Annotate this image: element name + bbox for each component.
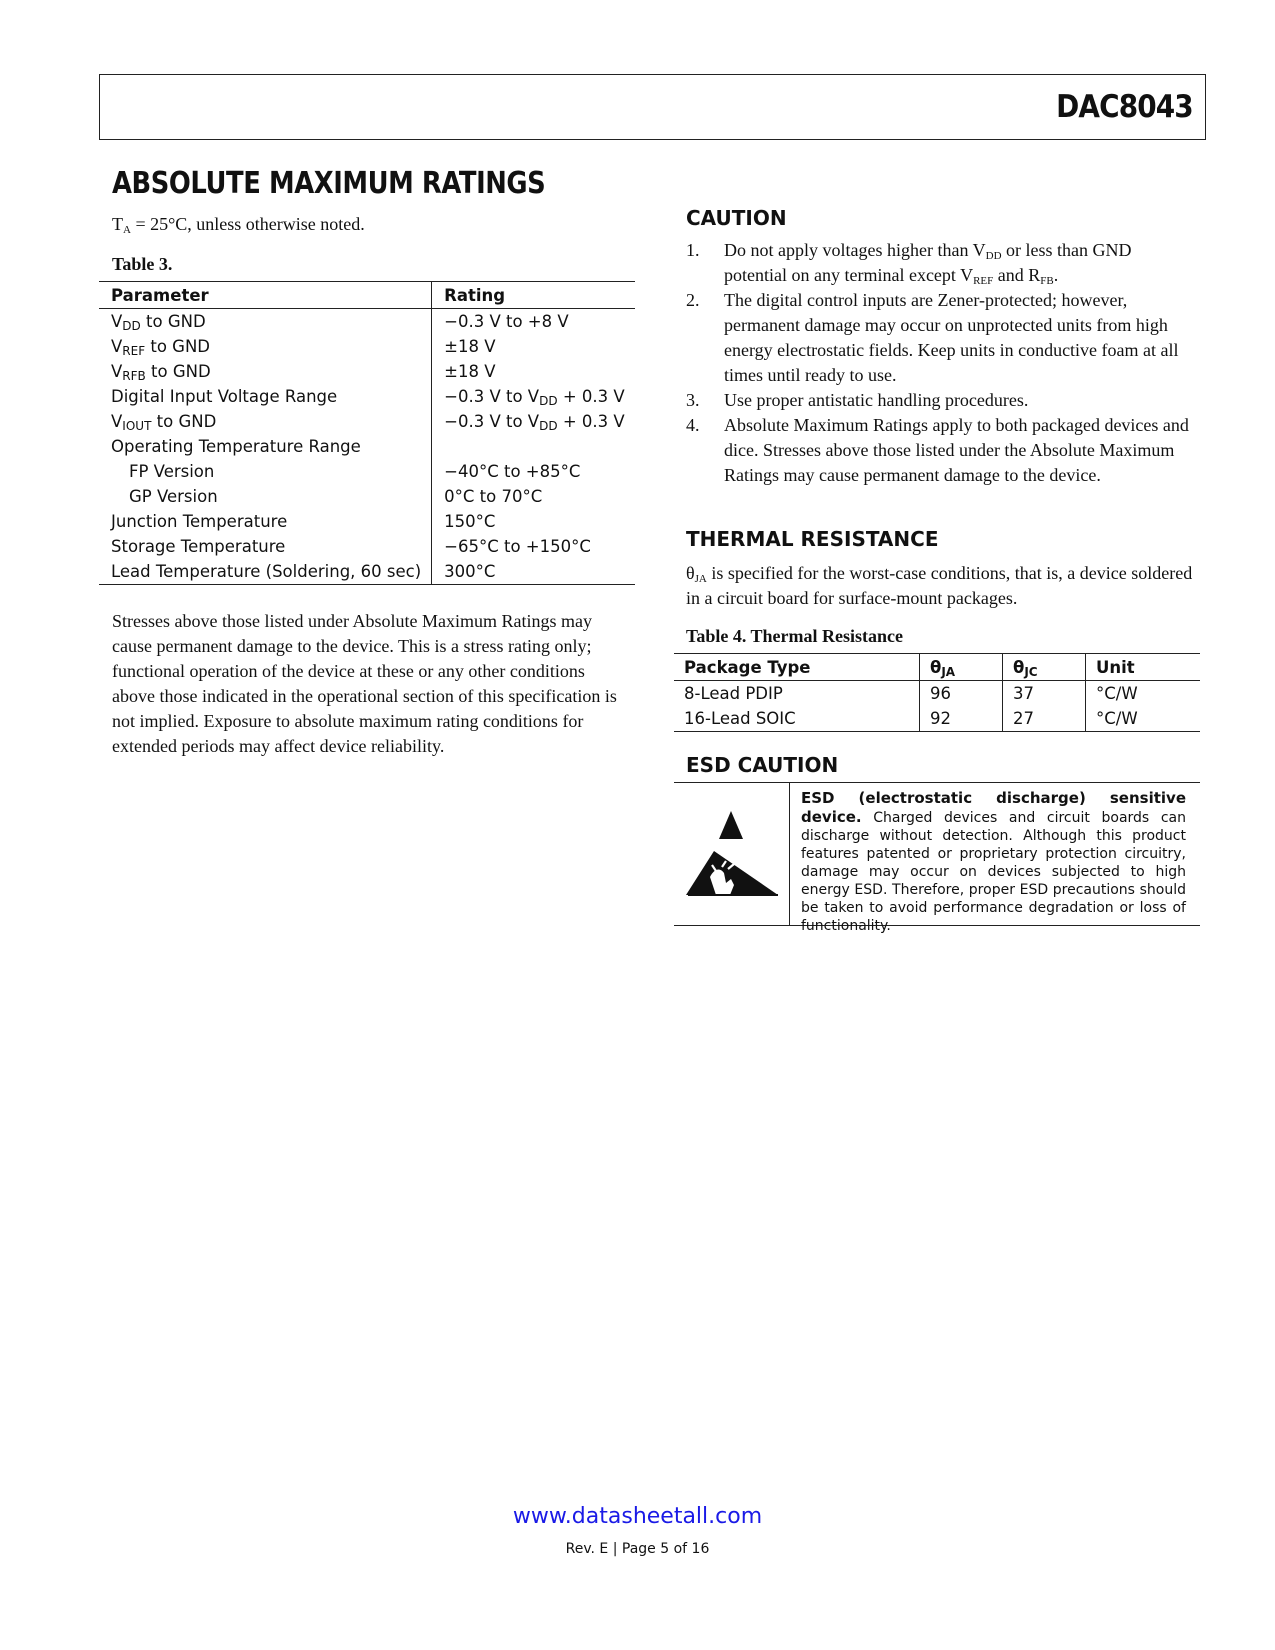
- table-row: 8-Lead PDIP 96 37 °C/W: [674, 681, 1200, 707]
- watermark-link[interactable]: www.datasheetall.com: [512, 1504, 763, 1529]
- table-row: Operating Temperature Range: [99, 434, 635, 459]
- conditions-note: $T_A = 25^\circ C$, unless otherwise noted.: [112, 214, 365, 236]
- table-row: $V_{RFB}$ to GND ±18 V: [99, 359, 635, 384]
- header-box: [99, 74, 1206, 140]
- thermal-table: [674, 653, 1200, 732]
- list-item: 2. The digital control inputs are Zener-protected; however, permanent damage may occur on unprotected units from high energy electrostatic fields. Keep units in conductive foam at all times until ready to use.: [686, 290, 1179, 385]
- col-unit: Unit: [1086, 654, 1201, 681]
- table-row: Storage Temperature −65°C to +150°C: [99, 534, 635, 559]
- abs-max-heading: ABSOLUTE MAXIMUM RATINGS: [112, 166, 546, 201]
- table-row: $V_{DD}$ to GND −0.3 V to +8 V: [99, 309, 635, 335]
- thermal-intro: $\theta_{JA}$ is specified for the worst-case conditions, that is, a device soldered in a circuit board for surface-mount packages.: [686, 563, 1193, 608]
- table4-caption: Table 4. Thermal Resistance: [686, 626, 904, 646]
- esd-body: Charged devices and circuit boards can discharge without detection. Although this product features patented or proprietary protection circuitry, damage may occur on devices subjected to high energy ESD. Therefore, proper ESD precautions should be taken to avoid performance degradation or loss of functionality.: [801, 810, 1186, 934]
- list-item: 3. Use proper antistatic handling procedures.: [686, 390, 1029, 410]
- table-header-row: [674, 654, 1200, 681]
- table-row: GP Version 0°C to 70°C: [99, 484, 635, 509]
- table3-caption: Table 3.: [112, 254, 173, 274]
- table-row: $V_{IOUT}$ to GND −0.3 V to $V_{DD} + 0.3$ V: [99, 409, 635, 434]
- esd-warning-icon: [674, 783, 789, 925]
- list-item: 4. Absolute Maximum Ratings apply to both packaged devices and dice. Stresses above those listed under the Absolute Maximum Ratings may cause permanent damage to the device.: [686, 415, 1189, 485]
- col-parameter: Parameter: [99, 282, 432, 309]
- col-rating: Rating: [432, 282, 635, 309]
- table-row: Digital Input Voltage Range −0.3 V to $V_{DD} + 0.3$ V: [99, 384, 635, 409]
- col-theta-ja: $\theta_{JA}$: [920, 654, 1003, 681]
- stress-note: Stresses above those listed under Absolute Maximum Ratings may cause permanent damage to the device. This is a stress rating only; functional operation of the device at these or any other conditions above those indicated in the operational section of this specification is not implied. Exposure to absolute maximum rating conditions for extended periods may affect device reliability.: [112, 611, 617, 756]
- table-row: Junction Temperature 150°C: [99, 509, 635, 534]
- page-footer: Rev. E | Page 5 of 16: [565, 1541, 710, 1557]
- table-row: 16-Lead SOIC 92 27 °C/W: [674, 706, 1200, 732]
- esd-text: [801, 789, 1186, 935]
- table-row: Lead Temperature (Soldering, 60 sec) 300°C: [99, 559, 635, 585]
- esd-symbol: [674, 783, 790, 925]
- list-item: 1. Do not apply voltages higher than $V_{DD}$ or less than GND potential on any terminal except $V_{REF}$ and $R_{FB}$.: [686, 240, 1132, 287]
- caution-list: [686, 238, 1198, 488]
- caution-heading: CAUTION: [686, 206, 787, 230]
- thermal-heading: THERMAL RESISTANCE: [686, 527, 939, 551]
- table-header-row: [99, 282, 635, 309]
- esd-title: ESD (electrostatic discharge) sensitive device.: [801, 789, 1186, 826]
- table-row: $V_{REF}$ to GND ±18 V: [99, 334, 635, 359]
- col-package: Package Type: [674, 654, 920, 681]
- esd-heading: ESD CAUTION: [686, 753, 839, 777]
- abs-max-table: [99, 281, 635, 585]
- col-theta-jc: $\theta_{JC}$: [1003, 654, 1086, 681]
- part-number: DAC8043: [1056, 89, 1193, 125]
- table-row: FP Version −40°C to +85°C: [99, 459, 635, 484]
- esd-box: [674, 782, 1200, 934]
